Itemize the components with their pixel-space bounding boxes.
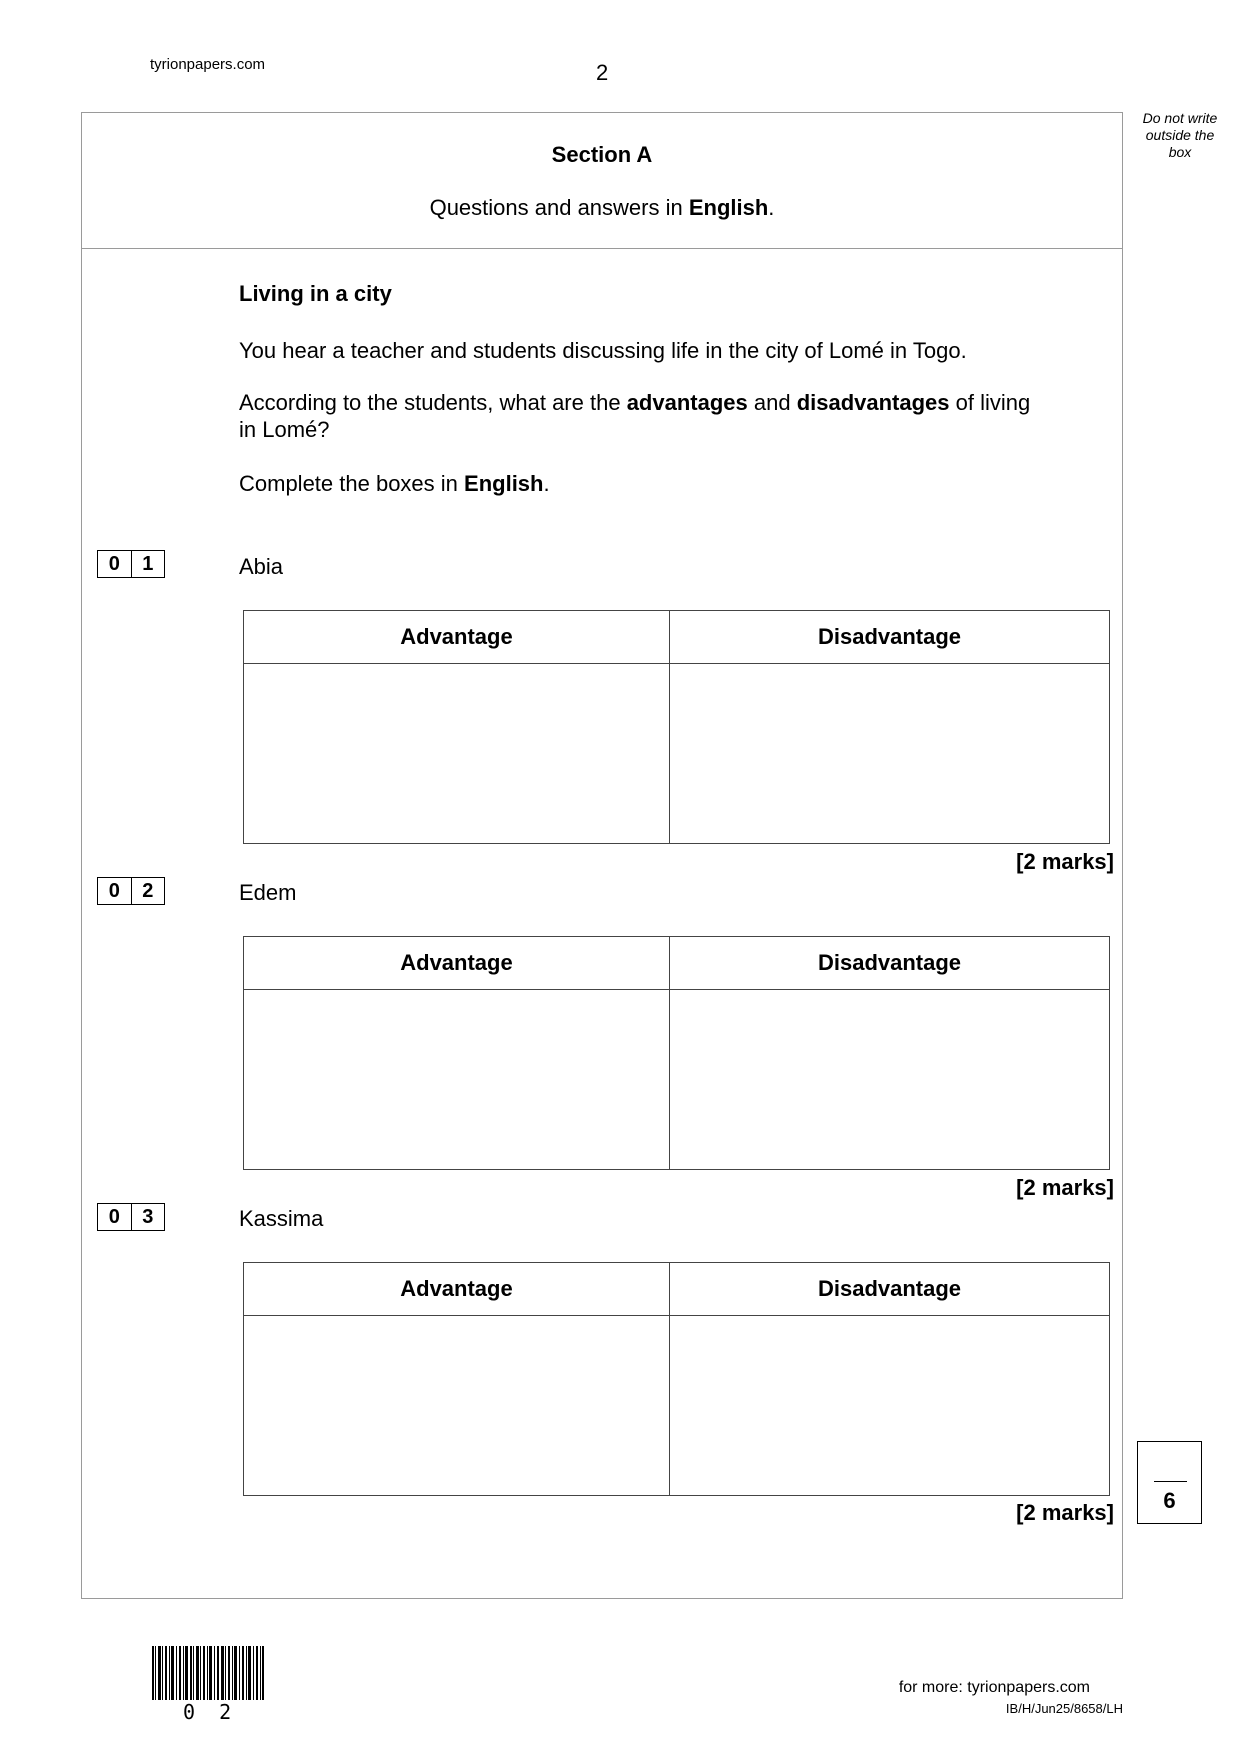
question-prompt-line-1 <box>239 389 1030 416</box>
disadvantage-header: Disadvantage <box>670 611 1109 664</box>
footer-more-link: for more: tyrionpapers.com <box>898 1679 1090 1696</box>
answer-table <box>243 1262 1110 1496</box>
question-number-box <box>97 877 165 905</box>
barcode-image <box>152 1646 264 1700</box>
question-prompt <box>239 389 1030 443</box>
topic-heading: Living in a city <box>239 281 392 306</box>
student-name: Abia <box>239 554 284 579</box>
prompt-bold-1: advantages <box>626 390 748 415</box>
section-title: Section A <box>551 142 653 167</box>
instruction-bold: English <box>464 471 544 496</box>
instruction-part: Complete the boxes in <box>239 471 465 496</box>
marks-label: [2 marks] <box>1016 1500 1114 1525</box>
subtitle-text: Questions and answers in <box>429 195 689 220</box>
context-text: You hear a teacher and students discussing life in the city of Lomé in Togo. <box>239 338 967 363</box>
prompt-part-1: According to the students, what are the <box>239 390 627 415</box>
prompt-part-2: and <box>747 390 797 415</box>
disadvantage-answer-box[interactable] <box>670 664 1109 843</box>
barcode-digits: 0 2 <box>183 1700 238 1724</box>
advantage-header: Advantage <box>244 937 670 990</box>
margin-note <box>1138 110 1222 161</box>
prompt-part-3: of living <box>949 390 1031 415</box>
advantage-header: Advantage <box>244 611 670 664</box>
tally-line <box>1154 1481 1187 1482</box>
margin-note-line-1: Do not write <box>1142 110 1218 126</box>
question-digit: 0 <box>108 1206 120 1228</box>
paper-code: IB/H/Jun25/8658/LH <box>1005 1701 1123 1716</box>
answer-table <box>243 936 1110 1170</box>
marks-label: [2 marks] <box>1016 1175 1114 1200</box>
student-name: Kassima <box>239 1206 324 1231</box>
student-name: Edem <box>239 880 297 905</box>
question-number-box <box>97 550 165 578</box>
answer-table <box>243 610 1110 844</box>
disadvantage-header: Disadvantage <box>670 1263 1109 1316</box>
site-name: tyrionpapers.com <box>150 56 266 73</box>
question-digit: 1 <box>131 551 165 577</box>
advantage-answer-box[interactable] <box>244 990 670 1169</box>
disadvantage-header: Disadvantage <box>670 937 1109 990</box>
advantage-answer-box[interactable] <box>244 1316 670 1495</box>
subtitle-bold: English <box>688 195 769 220</box>
question-digit: 0 <box>108 553 120 575</box>
disadvantage-answer-box[interactable] <box>670 990 1109 1169</box>
question-number-box <box>97 1203 165 1231</box>
subtitle-end: . <box>768 195 775 220</box>
marks-tally-box <box>1137 1441 1202 1524</box>
section-divider <box>81 248 1123 249</box>
margin-note-line-3: box <box>1168 144 1192 160</box>
question-digit: 2 <box>131 878 165 904</box>
question-digit: 3 <box>131 1204 165 1230</box>
section-subtitle <box>81 195 1123 221</box>
page-number: 2 <box>596 60 609 85</box>
instruction-text <box>239 470 550 497</box>
question-digit: 0 <box>108 880 120 902</box>
advantage-header: Advantage <box>244 1263 670 1316</box>
marks-label: [2 marks] <box>1016 849 1114 874</box>
prompt-bold-2: disadvantages <box>796 390 950 415</box>
question-prompt-line-2: in Lomé? <box>239 417 330 442</box>
instruction-end: . <box>543 471 550 496</box>
tally-value: 6 <box>1163 1488 1176 1513</box>
advantage-answer-box[interactable] <box>244 664 670 843</box>
disadvantage-answer-box[interactable] <box>670 1316 1109 1495</box>
margin-note-line-2: outside the <box>1145 127 1215 143</box>
